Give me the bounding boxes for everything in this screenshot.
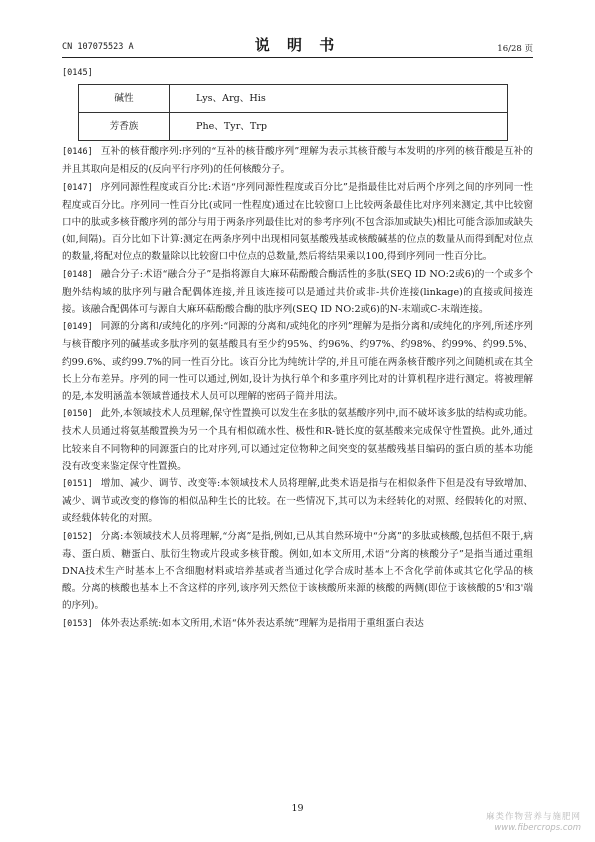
paragraph-number: [0151] <box>62 479 93 490</box>
paragraph-0150 <box>62 405 533 475</box>
page-indicator: 16/28 页 <box>497 44 533 54</box>
paragraph-0148 <box>62 266 533 319</box>
watermark-url: www.fibercrops.com <box>494 823 581 833</box>
table-cell-value: Lys、Arg、His <box>170 85 508 113</box>
paragraph-text: 同源的分离和/或纯化的序列:“同源的分离和/或纯化的序列”理解为是指分离和/或纯化的序列,所述序列与核苷酸序列的碱基或多肽序列的氨基酸具有至少约95%、约96%、约97%、约98%、约99%、约99.5%、约99.6%、或约99.7%的同一性百分比。该百分比为纯统计学的,并且可能在两条核苷酸序列之间随机或在其全长上分布差异。序列的同一性可以通过,例如,设计为执行单个和多重序列比对的计算机程序进行测定。将被理解的是,本发明涵盖本领域普通技术人员可以理解的密码子简并用法。 <box>62 321 533 403</box>
paragraph-number: [0145] <box>62 68 93 78</box>
paragraph-text: 此外,本领域技术人员理解,保守性置换可以发生在多肽的氨基酸序列中,而不破坏该多肽的结构或功能。技术人员通过将氨基酸置换为另一个具有相似疏水性、极性和R-链长度的氨基酸来完成保守性置换。此外,通过比较来自不同物种的同源蛋白的比对序列,可以通过定位物种之间突变的氨基酸残基目编码的蛋白质的基本功能没有改变来鉴定保守性置换。 <box>62 408 533 472</box>
paragraph-number: [0152] <box>62 531 93 542</box>
header-rule <box>62 57 533 58</box>
page-header <box>62 34 533 54</box>
paragraph-text: 体外表达系统:如本文所用,术语“体外表达系统”理解为是指用于重组蛋白表达 <box>100 617 424 629</box>
page-number: 19 <box>291 803 304 814</box>
table-cell-key: 芳香族 <box>79 113 170 141</box>
paragraph-text: 融合分子:术语“融合分子”是指将源自大麻环萜酚酸合酶活性的多肽(SEQ ID NO:2或6)的一个或多个胞外结构域的肽序列与融合配偶体连接,并且该连接可以是通过共价或非-共价连接(linkage)的直接或间接连接。该融合配偶体可与源自大麻环萜酚酸合酶的肽序列(SEQ ID NO:2或6)的N-末端或C-末端连接。 <box>62 268 533 316</box>
table-paragraph <box>62 64 533 82</box>
document-body <box>62 64 533 633</box>
paragraph-text: 分离:本领域技术人员将理解,“分离”是指,例如,已从其自然环境中“分离”的多肽或核酸,包括但不限于,病毒、蛋白质、糖蛋白、肽衍生物或片段或多核苷酸。例如,如本文所用,术语“分离的核酸分子”是指当通过重组DNA技术生产时基本上不含细胞材料或培养基或者当通过化学合成时基本上不含化学前体或其它化学品的核酸。分离的核酸也基本上不含这样的序列,该序列天然位于该核酸所来源的核酸的两侧(即位于该核酸的5'和3'端的序列)。 <box>62 530 533 612</box>
amino-acid-table <box>78 84 508 141</box>
paragraph-number: [0147] <box>62 182 93 193</box>
table-row <box>79 113 508 141</box>
document-title: 说 明 书 <box>254 36 341 54</box>
paragraph-0151 <box>62 475 533 528</box>
patent-number: CN 107075523 A <box>62 42 134 52</box>
paragraph-0149 <box>62 318 533 405</box>
paragraph-0152 <box>62 528 533 615</box>
site-watermark <box>445 810 585 836</box>
paragraph-0146 <box>62 143 533 178</box>
paragraph-number: [0150] <box>62 409 93 420</box>
watermark-text: 麻类作物营养与施肥网 <box>485 812 581 822</box>
paragraph-number: [0146] <box>62 147 93 158</box>
table-row <box>79 85 508 113</box>
table-cell-key: 碱性 <box>79 85 170 113</box>
paragraph-text: 序列同源性程度或百分比:术语“序列同源性程度或百分比”是指最佳比对后两个序列之间的序列同一性程度或百分比。序列同一性百分比(或同一性程度)通过在比较窗口上比较两条最佳比对序列来测定,其中比较窗口中的肽或多核苷酸序列的部分与用于两条序列最佳比对的参考序列(不包含添加或缺失)相比可能含添加或缺失(如,间隔)。百分比如下计算:测定在两条序列中出现相同氨基酸残基或核酸碱基的位点的数量从而得到配对位点的数量,将配对位点的数量除以比较窗口中位点的总数量,然后将结果乘以100,得到序列同一性百分比。 <box>62 181 533 263</box>
paragraph-number: [0148] <box>62 269 93 280</box>
paragraph-text: 互补的核苷酸序列:序列的“互补的核苷酸序列”理解为表示其核苷酸与本发明的序列的核苷酸是互补的并且其取向是相反的(反向平行序列)的任何核酸分子。 <box>62 146 533 176</box>
paragraph-0153 <box>62 615 533 633</box>
table-cell-value: Phe、Tyr、Trp <box>170 113 508 141</box>
paragraph-text: 增加、减少、调节、改变等:本领域技术人员将理解,此类术语是指与在相似条件下但是没有导致增加、减少、调节或改变的修饰的相似品种生长的比较。在一些情况下,其可以为未经转化的对照、经假转化的对照、或经载体转化的对照。 <box>62 478 533 525</box>
paragraph-number: [0153] <box>62 618 93 629</box>
paragraph-0147 <box>62 179 533 266</box>
paragraph-number: [0149] <box>62 322 93 333</box>
